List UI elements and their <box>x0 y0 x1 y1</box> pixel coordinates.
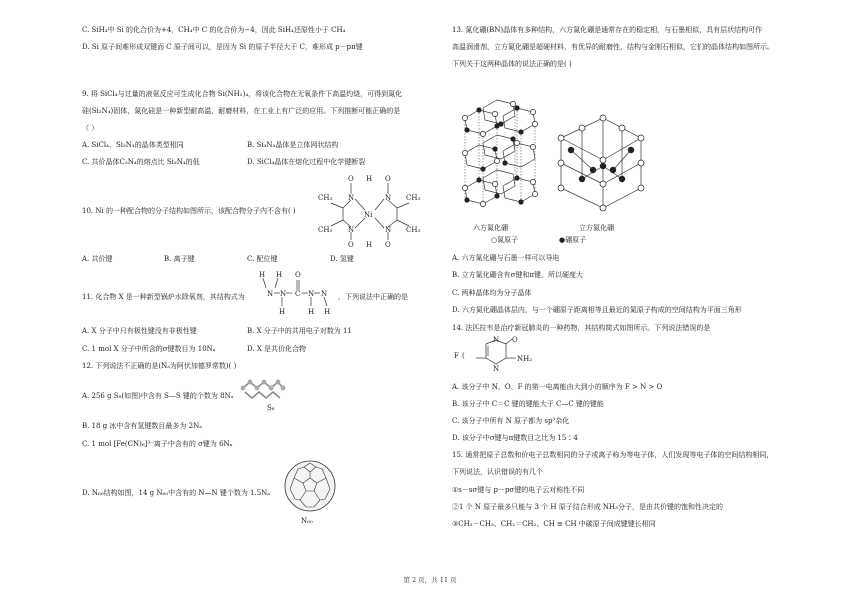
favi-o: O <box>512 336 518 344</box>
hexagonal-bn <box>462 100 537 207</box>
q15-stem-2: 下列说法，认识错误的有几个 <box>452 468 543 476</box>
cubic-bn-caption: 立方氮化硼 <box>579 224 614 232</box>
ni-o-bottom-left: O <box>348 241 354 248</box>
q15-statement-1: ①s－sσ键与 p－pσ键的电子云对称性不同 <box>452 486 585 494</box>
ni-ch3-bottom-left: CH₃ <box>318 226 333 234</box>
q9-stem-2: 硅(Si₃N₄)固体，氮化硅是一种新型耐高温、耐磨材料，在工业上有广泛的应用。下列推断可能正确的是 <box>82 107 401 115</box>
cubic-bn <box>558 115 644 211</box>
x-c: C <box>295 290 301 298</box>
q15-statement-2: ②1 个 N 原子最多只能与 3 个 H 原子结合形成 NH₃分子，是由共价键的饱和性决定的 <box>452 503 723 511</box>
q10-option-d: D. 氢键 <box>330 255 354 263</box>
ni-ch3-bottom-right: CH₃ <box>406 226 421 234</box>
n60-figure <box>282 458 338 526</box>
ni-o-top-left: O <box>348 175 354 183</box>
q13-option-c: C. 两种晶体均为分子晶体 <box>452 289 532 297</box>
q14-option-d: D. 该分子中σ键与π键数目之比为 15∶4 <box>452 434 578 442</box>
q14-option-a: A. 该分子中 N、O、F 的第一电离能由大到小的顺序为 F > N > O <box>452 383 663 391</box>
x-n-3: N <box>308 290 315 298</box>
q14-stem: 14. 法匹拉韦是治疗新冠肺炎的一种药物，其结构简式如图所示。下列说法错误的是 <box>452 324 711 332</box>
x-o: O <box>295 271 301 279</box>
q13-option-a: A. 六方氮化硼与石墨一样可以导电 <box>452 254 560 262</box>
q11-option-b: B. X 分子中的共用电子对数为 11 <box>247 327 352 335</box>
ni-complex-figure <box>318 170 428 248</box>
q15-stem-1: 15. 通常把原子总数和价电子总数相同的分子或离子称为等电子体，人们发现等电子体的空间结构相同， <box>452 451 774 459</box>
q9-option-a: A. SiCl₄、Si₃N₄的晶体类型相同 <box>82 141 184 149</box>
x-n-4: N <box>321 290 328 298</box>
q9-stem-1: 9. 将 SiCl₄与过量的液氨反应可生成化合物 Si(NH₂)₄，将该化合物在无氧条件下高温灼烧，可得到氮化 <box>82 90 403 98</box>
q9-option-c: C. 共价晶体C₃N₄的熔点比 Si₃N₄的低 <box>82 158 200 166</box>
ni-n-top-right: N <box>385 194 392 202</box>
ni-h-bottom: H <box>366 241 373 248</box>
q12-option-d: D. N₆₀结构如图，14 g N₆₀中含有的 N—N 键个数为 1.5Nₐ <box>82 489 271 497</box>
q11-stem: 11. 化合物 X 是一种新型锅炉水除氧剂，其结构式为 <box>82 293 245 301</box>
q11-stem-tail: ，下列说法中正确的是 <box>338 293 408 301</box>
ni-n-bottom-right: N <box>385 226 392 234</box>
svg-text:(: ( <box>462 352 465 360</box>
hex-bn-caption: 六方氮化硼 <box>473 224 508 232</box>
q10-stem: 10. Ni 的一种配合物的分子结构如图所示，该配合物分子内不含有( ) <box>82 207 296 215</box>
x-n-2: N <box>280 290 287 298</box>
x-h-1: H <box>259 271 266 279</box>
q14-option-c: C. 该分子中所有 N 原子都为 sp³杂化 <box>452 417 570 425</box>
q13-option-b: B. 立方氮化硼含有σ键和π键，所以硬度大 <box>452 271 583 279</box>
favi-nh2: NH₂ <box>517 355 533 363</box>
ni-n-top-left: N <box>348 194 355 202</box>
ni-o-top-right: O <box>385 175 391 183</box>
compound-x-figure <box>256 268 332 318</box>
ni-o-bottom-right: O <box>385 241 391 248</box>
q12-option-a: A. 256 g S₈(如图)中含有 S—S 键的个数为 8Nₐ <box>82 392 234 400</box>
legend-boron: ●硼原子 <box>559 236 587 244</box>
x-n-1: N <box>267 290 274 298</box>
q8-option-d: D. Si 原子间难形成双键而 C 原子间可以，是因为 Si 的原子半径大于 C，难形成 p－pπ键 <box>82 43 363 51</box>
n60-label: N₆₀ <box>301 517 313 525</box>
q13-stem-3: 下列关于这两种晶体的说法正确的是( ) <box>452 60 572 68</box>
bn-crystal-figure <box>455 78 655 246</box>
q10-option-b: B. 离子键 <box>164 255 195 263</box>
q12-option-c: C. 1 mol [Fe(CN)₆]³⁻离子中含有的 σ键为 6Nₐ <box>82 440 233 448</box>
x-h-4: H <box>308 308 315 316</box>
q8-option-c: C. SiH₄中 Si 的化合价为+4，CH₄中 C 的化合价为−4，因此 SiH₄还原性小于 CH₄ <box>82 26 346 34</box>
q10-option-a: A. 共价键 <box>82 255 113 263</box>
ni-center: Ni <box>364 211 373 219</box>
favipiravir-figure <box>452 336 538 376</box>
x-h-3: H <box>279 308 286 316</box>
q11-option-c: C. 1 mol X 分子中所含的σ键数目为 10Nₐ <box>82 345 216 353</box>
favi-n-top: N <box>493 336 500 344</box>
ni-ch3-top-left: CH₃ <box>318 194 333 202</box>
s8-figure <box>240 378 286 412</box>
q14-option-b: B. 该分子中 C＝C 键的键能大于 C—C 键的键能 <box>452 400 604 408</box>
ni-n-bottom-left: N <box>348 226 355 234</box>
legend-nitrogen: ○氮原子 <box>491 236 519 244</box>
q13-option-d: D. 六方氮化硼晶体层内，与一个硼原子距离相等且最近的氮原子构成的空间结构为平面三角形 <box>452 306 742 314</box>
q15-statement-3: ③CH₃－CH₃、CH₂＝CH₂、CH ≡ CH 中碳原子间成键键长相同 <box>452 520 656 528</box>
ni-h-top: H <box>366 175 373 183</box>
ni-ch3-top-right: CH₃ <box>406 194 421 202</box>
q12-option-b: B. 18 g 冰中含有氢键数目最多为 2Nₐ <box>82 422 202 430</box>
favi-n-bottom: N <box>493 365 500 373</box>
x-h-2: H <box>276 271 283 279</box>
q13-stem-2: 高温润滑剂，立方氮化硼是超硬材料，有优异的耐磨性，结构与金刚石相似，它们的晶体结构如图所示。 <box>452 43 774 51</box>
q9-option-d: D. SiCl₄晶体在熔化过程中化学键断裂 <box>247 158 366 166</box>
page-footer: 第 2 页，共 11 页 <box>403 576 457 584</box>
q11-option-d: D. X 是共价化合物 <box>247 345 307 353</box>
q9-blank: （ ） <box>82 124 99 132</box>
favi-f: F <box>454 352 459 360</box>
q13-stem-1: 13. 氮化硼(BN)晶体有多种结构，六方氮化硼是通常存在的稳定相，与石墨相似，具有层状结构可作 <box>452 26 763 34</box>
s8-label: S₈ <box>267 404 275 412</box>
q10-option-c: C. 配位键 <box>247 255 278 263</box>
q12-stem: 12. 下列说法不正确的是(Nₐ为阿伏加德罗常数)( ) <box>82 362 237 370</box>
x-h-5: H <box>324 308 331 316</box>
q11-option-a: A. X 分子中只有极性键没有非极性键 <box>82 327 197 335</box>
q9-option-b: B. Si₃N₄晶体是立体网状结构 <box>247 141 339 149</box>
